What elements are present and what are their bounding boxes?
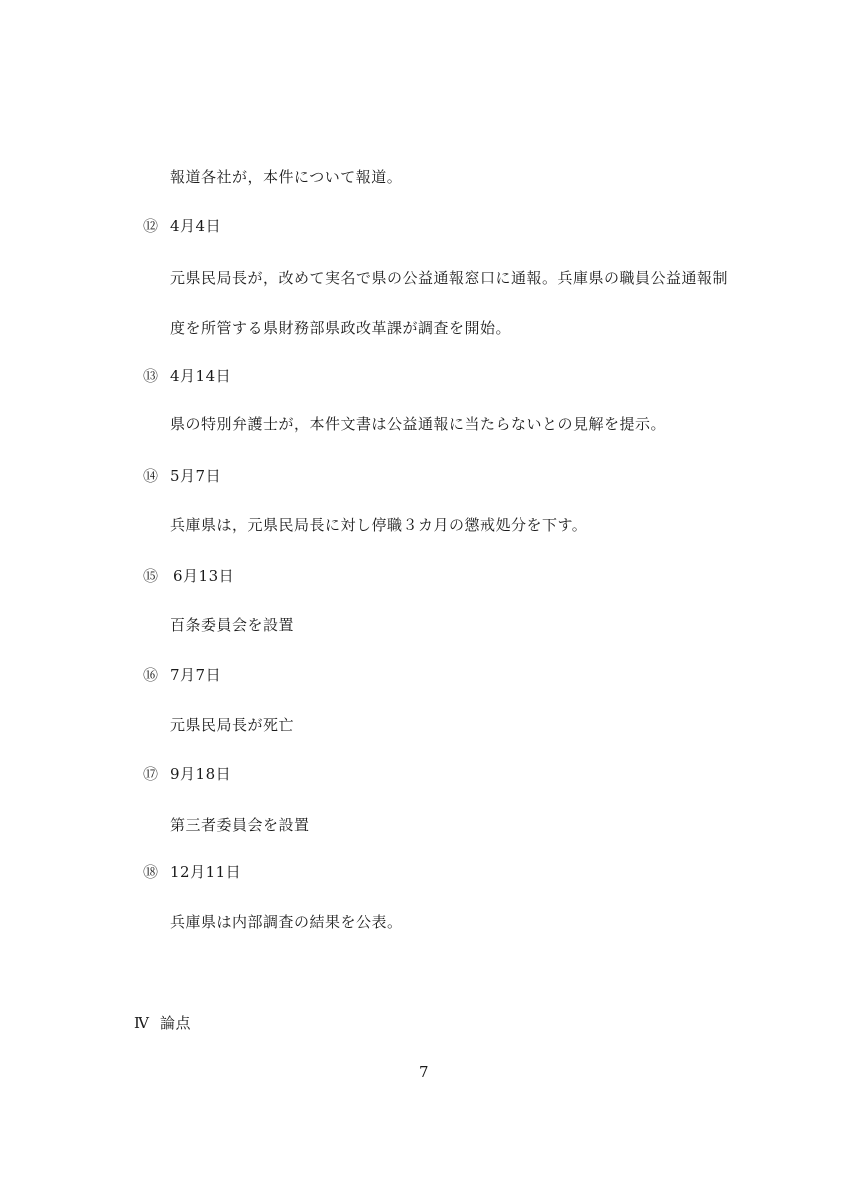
entry-marker: ⑬ (143, 367, 159, 385)
entry-text: 兵庫県は内部調査の結果を公表。 (170, 913, 403, 931)
page-number: 7 (418, 1063, 430, 1081)
entry-text: 元県民局長が，改めて実名で県の公益通報窓口に通報。兵庫県の職員公益通報制 (170, 269, 729, 287)
entry-marker: ⑯ (143, 666, 159, 684)
section-heading (134, 1013, 191, 1033)
entry-date: 4月4日 (170, 217, 222, 235)
entry-text: 度を所管する県財務部県政改革課が調査を開始。 (170, 319, 512, 337)
entry-date: 4月14日 (170, 367, 232, 385)
entry-date: 9月18日 (170, 765, 232, 783)
entry-text: 百条委員会を設置 (170, 616, 295, 634)
entry-date: 12月11日 (170, 863, 242, 881)
entry-marker: ⑱ (143, 863, 159, 881)
entry-date: 5月7日 (170, 467, 222, 485)
section-title: 論点 (160, 1014, 192, 1032)
entry-text: 県の特別弁護士が，本件文書は公益通報に当たらないとの見解を提示。 (170, 415, 667, 433)
continuation-text: 報道各社が，本件について報道。 (170, 168, 403, 186)
entry-date: 6月13日 (173, 567, 235, 585)
entry-marker: ⑫ (143, 217, 159, 235)
entry-date: 7月7日 (170, 666, 222, 684)
section-number: Ⅳ (134, 1014, 150, 1032)
entry-marker: ⑮ (143, 567, 159, 585)
entry-text: 兵庫県は，元県民局長に対し停職３カ月の懲戒処分を下す。 (170, 516, 588, 534)
entry-marker: ⑭ (143, 467, 159, 485)
entry-text: 第三者委員会を設置 (170, 816, 310, 834)
entry-text: 元県民局長が死亡 (170, 716, 295, 734)
entry-marker: ⑰ (143, 765, 159, 783)
